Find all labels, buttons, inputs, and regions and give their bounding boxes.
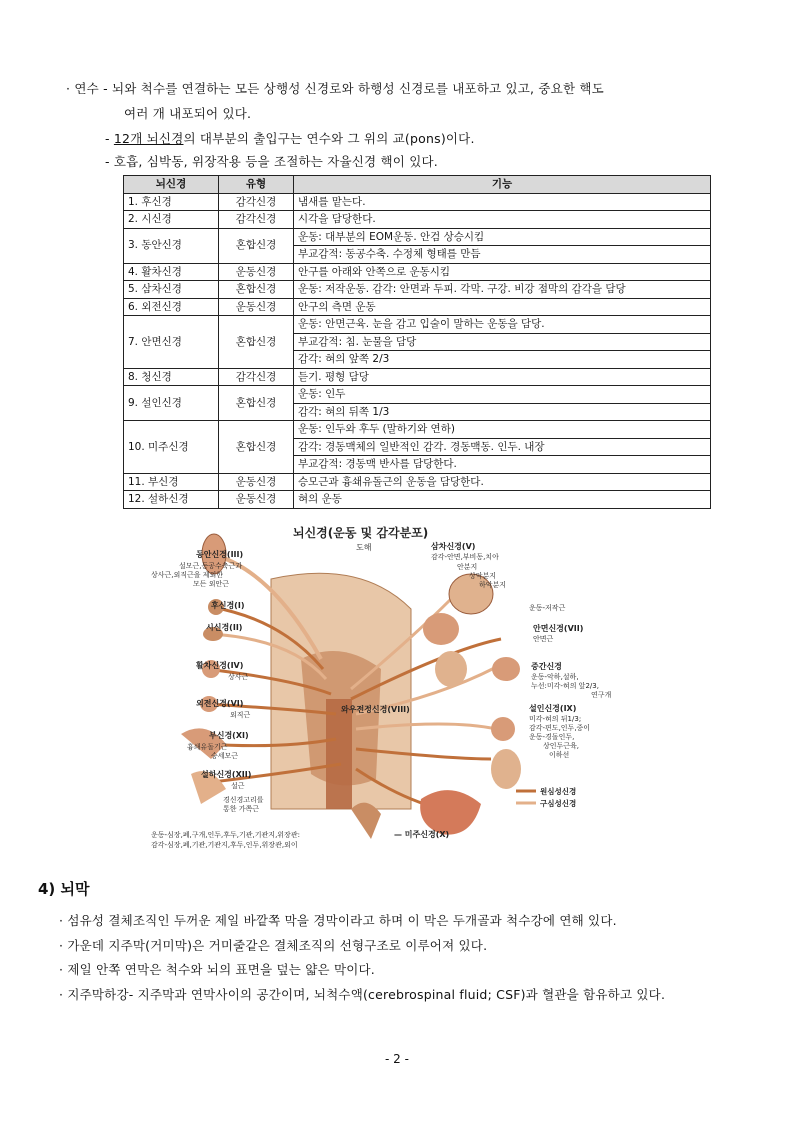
nerve-type-cell: 혼합신경 [219, 421, 294, 474]
label-glosso-desc4: 상인두근육, [543, 742, 580, 750]
label-intermediate-desc2: 누선:미각-혀의 앞2/3, [531, 682, 599, 690]
meninges-item-subarachnoid: · 지주막하강- 지주막과 연막사이의 공간이며, 뇌척수액(cerebrospinal fluid; CSF)과 혈관을 함유하고 있다. [59, 987, 666, 1002]
nerve-function-cell: 운동: 인두 [294, 386, 711, 404]
meninges-item-arachnoid: · 가운데 지주막(거미막)은 거미줄같은 결체조직의 선형구조로 이루어져 있다. [59, 938, 488, 953]
nerve-function-cell: 혀의 운동 [294, 491, 711, 509]
figure-title: 뇌신경(운동 및 감각분포) [293, 526, 429, 540]
meninges-title: 4) 뇌막 [38, 880, 90, 898]
label-cervical-loop2: 통한 가쪽근 [223, 805, 260, 813]
cranial-nerve-entry-note [105, 129, 475, 147]
nerve-function-cell: 운동: 저작운동. 감각: 안면과 두피. 각막. 구강. 비강 점막의 감각을 담당 [294, 281, 711, 299]
nerve-function-cell: 시각을 담당한다. [294, 211, 711, 229]
medulla-description-line1: · 연수 - 뇌와 척수를 연결하는 모든 상행성 신경로와 하행성 신경로를 내포하고 있고, 중요한 핵도 [66, 81, 604, 96]
label-glosso-desc2: 감각-편도,인두,중이 [529, 724, 591, 732]
cranial-nerve-entry-rest: 의 대부분의 출입구는 연수와 그 위의 교(pons)이다. [183, 131, 475, 146]
label-facial-desc: 안면근 [533, 635, 554, 643]
label-olfactory: 후신경(I) [211, 601, 245, 610]
label-trochlear: 활차신경(IV) [196, 661, 244, 670]
nerve-type-cell: 운동신경 [219, 473, 294, 491]
nerve-function-cell: 안구를 아래와 안쪽으로 운동시킴 [294, 263, 711, 281]
nerve-function-cell: 냄새를 맡는다. [294, 193, 711, 211]
label-vagus-motor: 운동-심장,폐,구개,인두,후두,기관,기관지,위장관: [151, 831, 300, 839]
label-intermediate: 중간신경 [531, 662, 562, 671]
nerve-function-cell: 운동: 인두와 후두 (말하기와 연하) [294, 421, 711, 439]
nerve-name-cell: 9. 설인신경 [124, 386, 219, 421]
table-row [124, 298, 711, 316]
header-type: 유형 [219, 176, 294, 194]
nerve-type-cell: 혼합신경 [219, 386, 294, 421]
nerve-function-cell: 부교감적: 경동맥 반사를 담당한다. [294, 456, 711, 474]
label-vestibulocochlear: 와우전정신경(VIII) [341, 705, 410, 714]
nerve-function-cell: 감각: 경동맥체의 일반적인 감각. 경동맥동. 인두. 내장 [294, 438, 711, 456]
cranial-nerve-table [123, 175, 711, 509]
label-facial: 안면신경(VII) [533, 624, 584, 633]
medulla-description-line2: 여러 개 내포되어 있다. [124, 106, 252, 121]
nerve-name-cell: 4. 활차신경 [124, 263, 219, 281]
label-abducens-desc: 외직근 [230, 711, 251, 719]
nerve-function-cell: 승모근과 흉쇄유돌근의 운동을 담당한다. [294, 473, 711, 491]
legend-efferent: 원심성신경 [540, 787, 577, 796]
label-glossopharyngeal: 설인신경(IX) [529, 704, 577, 713]
label-vagus-sense: 감각-심장,폐,기관,기관지,후두,인두,위장관,외이 [151, 841, 298, 849]
label-glosso-desc1: 미각-혀의 뒤1/3; [529, 715, 582, 723]
cranial-nerve-link[interactable]: 12개 뇌신경 [113, 131, 184, 146]
nerve-type-cell: 감각신경 [219, 211, 294, 229]
cranial-nerve-table-body [124, 193, 711, 508]
label-maxillary: 상악분지 [469, 572, 497, 580]
nerve-type-cell: 혼합신경 [219, 316, 294, 369]
nerve-type-cell: 운동신경 [219, 263, 294, 281]
label-mandibular: 하악분지 [479, 581, 507, 589]
nerve-name-cell: 12. 설하신경 [124, 491, 219, 509]
header-function: 기능 [294, 176, 711, 194]
label-trigeminal: 삼차신경(V) [431, 542, 476, 551]
nerve-type-cell: 혼합신경 [219, 281, 294, 299]
nerve-type-cell: 운동신경 [219, 491, 294, 509]
label-accessory-desc1: 흉쇄유돌기근 [187, 743, 228, 751]
nerve-function-cell: 감각: 혀의 뒤쪽 1/3 [294, 403, 711, 421]
nerve-type-cell: 운동신경 [219, 298, 294, 316]
nerve-function-cell: 안구의 측면 운동 [294, 298, 711, 316]
nerve-type-cell: 감각신경 [219, 193, 294, 211]
label-optic: 시신경(II) [206, 623, 243, 632]
nerve-type-cell: 혼합신경 [219, 228, 294, 263]
label-ophthalmic: 안분지 [457, 563, 478, 571]
table-row [124, 386, 711, 404]
label-oculomotor-desc3: 모든 외안근 [193, 580, 230, 588]
nerve-type-cell: 감각신경 [219, 368, 294, 386]
nerve-function-cell: 듣기. 평형 담당 [294, 368, 711, 386]
table-row [124, 473, 711, 491]
nerve-name-cell: 5. 삼차신경 [124, 281, 219, 299]
label-accessory-desc2: 승세모근 [211, 752, 239, 760]
autonomic-nuclei-note: - 호흡, 심박동, 위장작용 등을 조절하는 자율신경 핵이 있다. [105, 154, 438, 169]
label-intermediate-desc1: 운동-악하,설하, [531, 673, 579, 681]
label-vagus: — 미주신경(X) [394, 830, 450, 839]
figure-subtitle: 도해 [356, 543, 372, 552]
label-cervical-loop1: 경신경고리를 [223, 796, 264, 804]
table-row [124, 193, 711, 211]
nerve-name-cell: 7. 안면신경 [124, 316, 219, 369]
table-row [124, 211, 711, 229]
label-trigeminal-desc: 감각-안면,부비동,치아 [431, 553, 499, 561]
label-abducens: 외전신경(VI) [196, 699, 244, 708]
nerve-name-cell: 10. 미주신경 [124, 421, 219, 474]
nerve-function-cell: 감각: 혀의 앞쪽 2/3 [294, 351, 711, 369]
table-row [124, 228, 711, 246]
table-row [124, 421, 711, 439]
nerve-name-cell: 6. 외전신경 [124, 298, 219, 316]
table-row [124, 281, 711, 299]
table-header-row [124, 176, 711, 194]
nerve-function-cell: 부교감적: 동공수축. 수정체 형태를 만듬 [294, 246, 711, 264]
table-row [124, 491, 711, 509]
label-hypoglossal-desc: 설근 [231, 782, 245, 790]
label-oculomotor-desc1: 설모근,동공수축근과 [179, 562, 243, 570]
nerve-name-cell: 3. 동안신경 [124, 228, 219, 263]
label-motor-mastication: 운동-저작근 [529, 604, 566, 612]
bullet-dash: - [105, 131, 114, 146]
nerve-name-cell: 8. 청신경 [124, 368, 219, 386]
label-oculomotor-desc2: 상사근,외직근을 제외한 [151, 571, 224, 579]
table-row [124, 368, 711, 386]
label-glosso-desc3: 운동-경돌인두, [529, 733, 575, 741]
nerve-function-cell: 부교감적: 침. 눈물을 담당 [294, 333, 711, 351]
nerve-name-cell: 1. 후신경 [124, 193, 219, 211]
label-glosso-desc5: 이하선 [549, 751, 570, 759]
legend-afferent: 구심성신경 [540, 799, 577, 808]
nerve-name-cell: 11. 부신경 [124, 473, 219, 491]
label-hypoglossal: 설하신경(XII) [201, 770, 252, 779]
cranial-nerve-figure [151, 519, 645, 860]
label-oculomotor: 동안신경(III) [196, 550, 244, 559]
label-accessory: 부신경(XI) [209, 731, 249, 740]
label-trochlear-desc: 상사근 [228, 673, 249, 681]
header-nerve: 뇌신경 [124, 176, 219, 194]
nerve-name-cell: 2. 시신경 [124, 211, 219, 229]
cranial-nerve-illustration [151, 519, 645, 860]
page-number: - 2 - [385, 1052, 409, 1066]
label-intermediate-desc3: 연구개 [591, 691, 612, 699]
table-row [124, 316, 711, 334]
table-row [124, 263, 711, 281]
meninges-item-dura: · 섬유성 결체조직인 두꺼운 제일 바깥쪽 막을 경막이라고 하며 이 막은 두개골과 척수강에 연해 있다. [59, 913, 617, 928]
nerve-function-cell: 운동: 대부분의 EOM운동. 안검 상승시킴 [294, 228, 711, 246]
meninges-item-pia: · 제일 안쪽 연막은 척수와 뇌의 표면을 덮는 얇은 막이다. [59, 962, 375, 977]
nerve-function-cell: 운동: 안면근육. 눈을 감고 입술이 말하는 운동을 담당. [294, 316, 711, 334]
